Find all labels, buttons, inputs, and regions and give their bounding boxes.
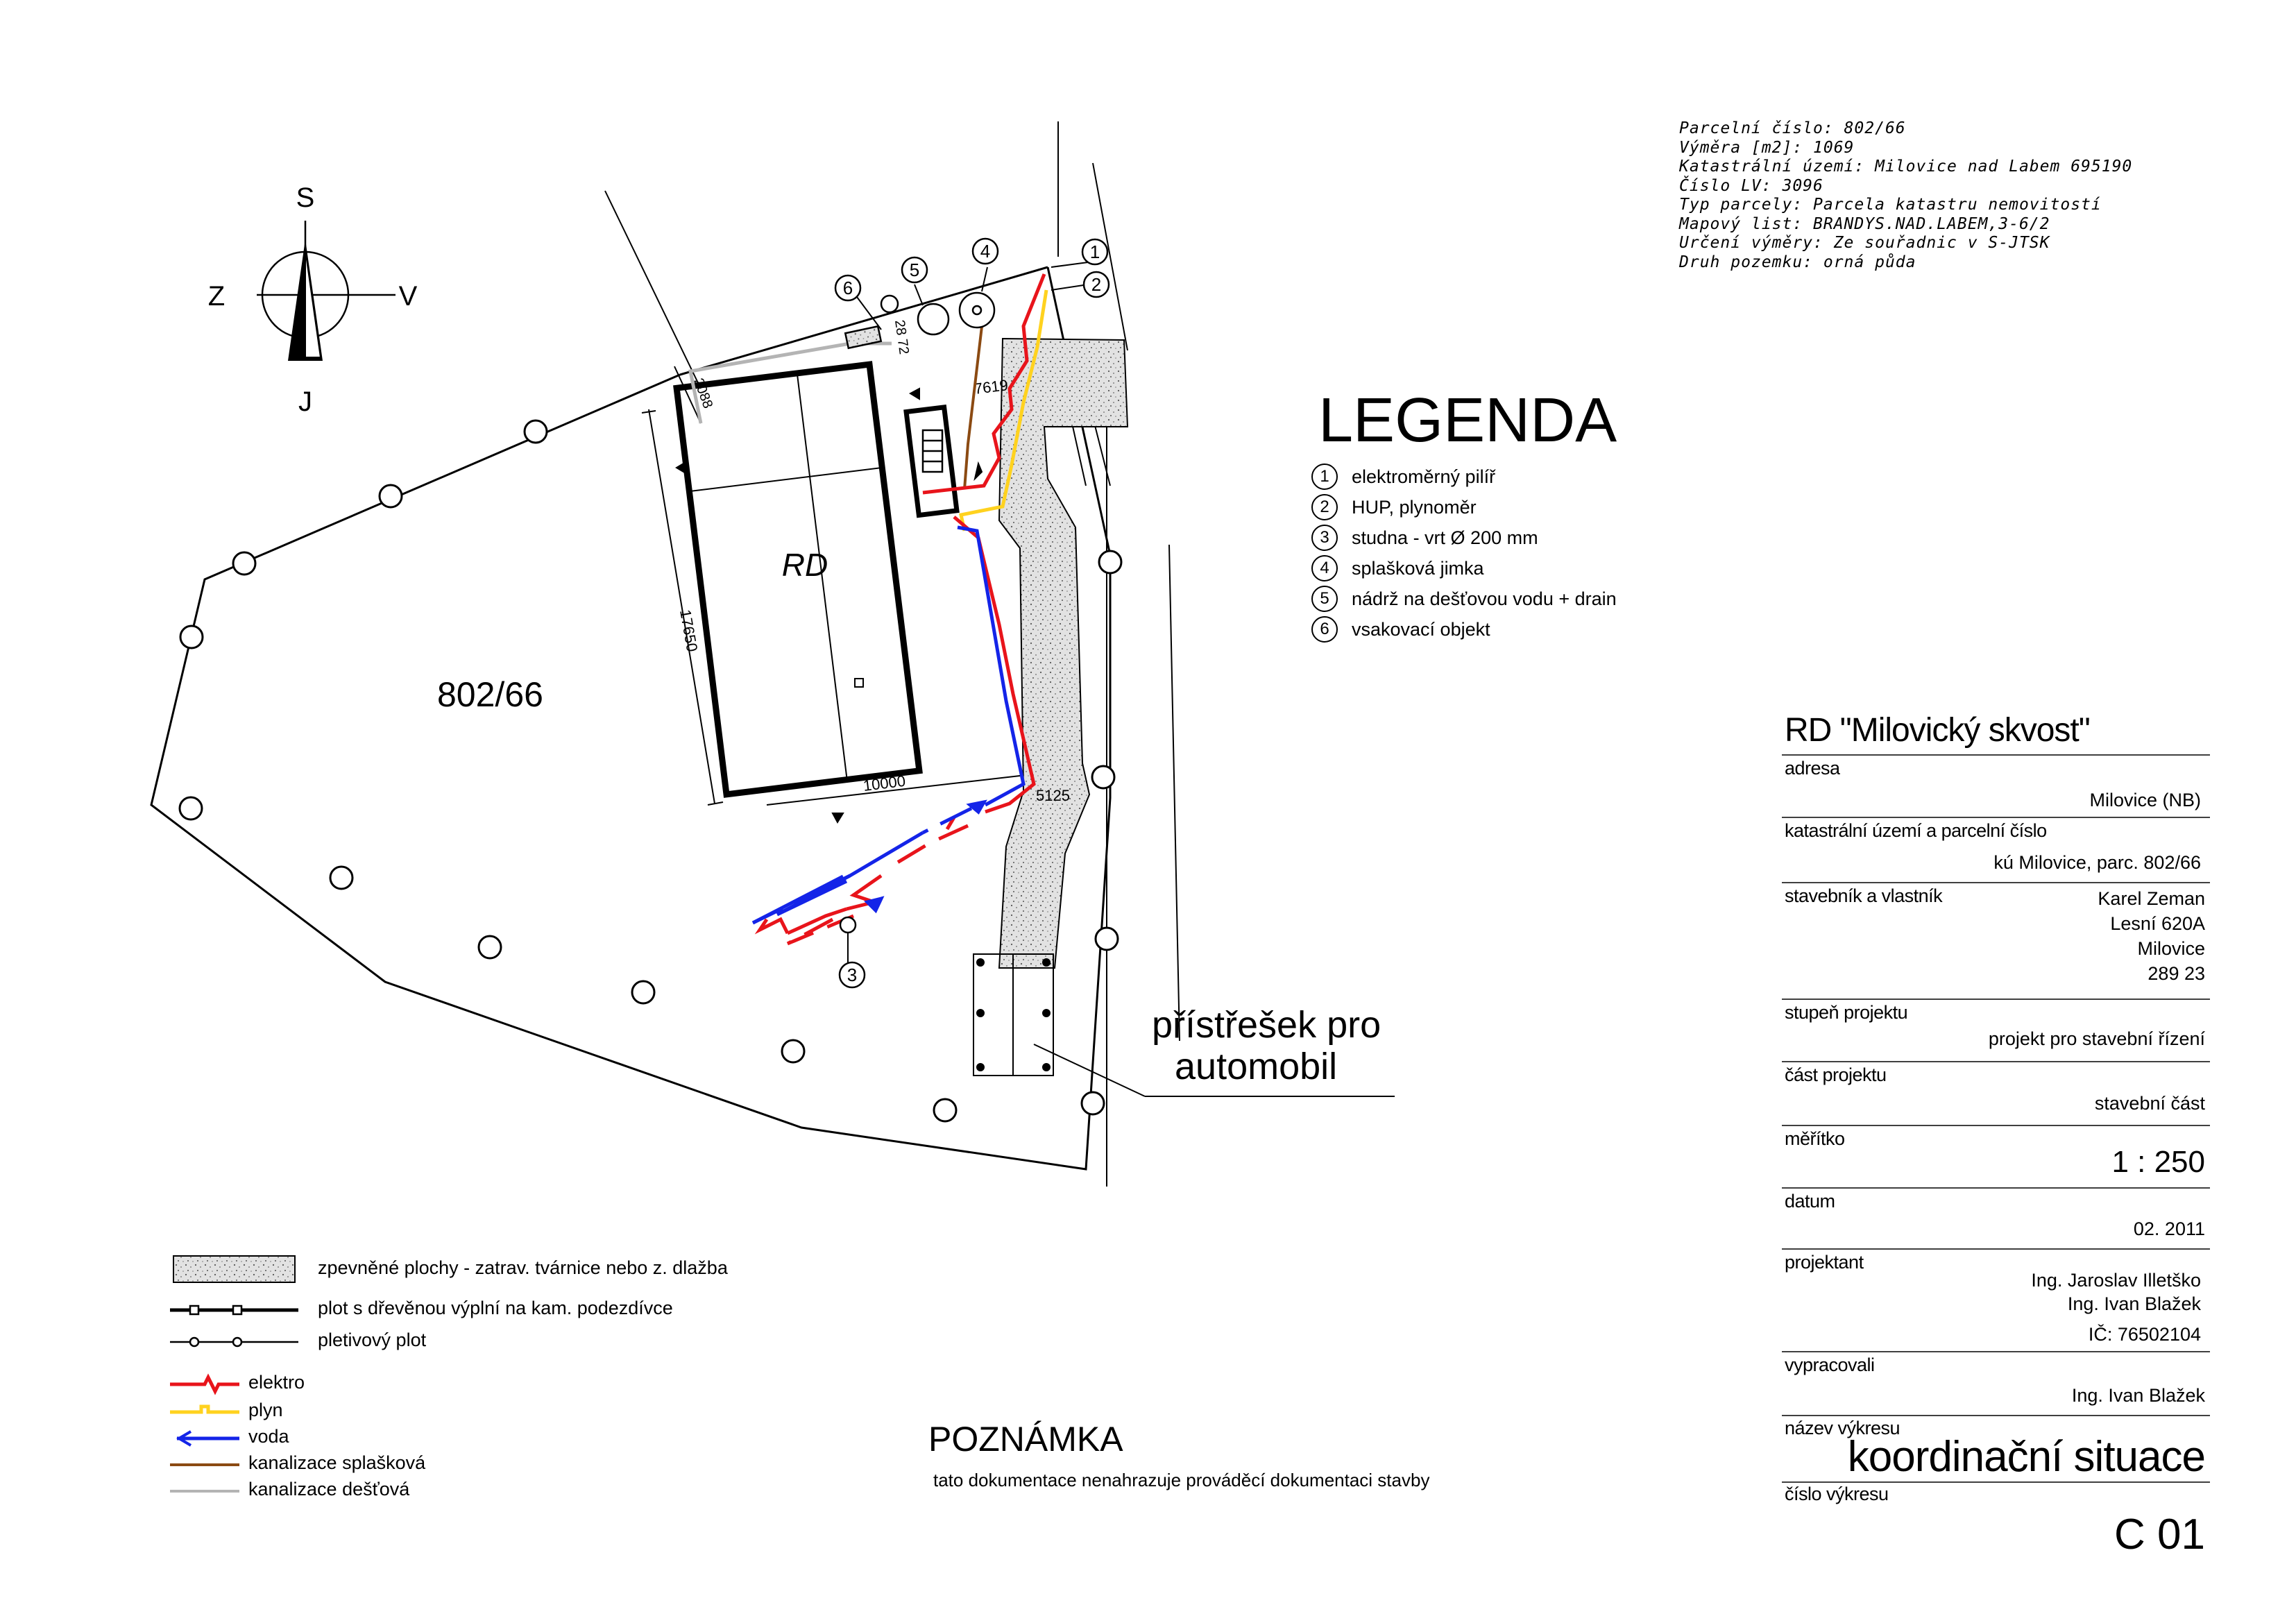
parcel-info — [1679, 119, 2132, 272]
part-value: stavební část — [2094, 1093, 2205, 1114]
key-plyn-label: plyn — [248, 1400, 283, 1420]
compass-south: J — [298, 386, 312, 417]
drawing-number-label: číslo výkresu — [1785, 1484, 1889, 1504]
marker-1 — [1082, 239, 1107, 264]
svg-text:6: 6 — [842, 278, 853, 298]
svg-text:3: 3 — [847, 965, 858, 985]
dim-width: 10000 — [862, 772, 907, 794]
dim-small-1: 2088 — [690, 376, 716, 411]
legend-item — [1311, 553, 1484, 584]
legend-item-label: elektroměrný pilíř — [1352, 466, 1496, 487]
date-label: datum — [1785, 1191, 1835, 1212]
marker-3 — [840, 962, 865, 987]
cadastre-label: katastrální území a parcelní číslo — [1785, 820, 2047, 841]
scale-value: 1 : 250 — [2111, 1145, 2205, 1179]
water-line — [753, 527, 1023, 923]
dimension-lines — [642, 366, 1020, 822]
note-title: POZNÁMKA — [928, 1420, 1123, 1459]
legend-item-number: 1 — [1311, 464, 1338, 490]
compass-west: Z — [207, 281, 226, 312]
cadastre-value: kú Milovice, parc. 802/66 — [1993, 852, 2201, 873]
owner-line: Karel Zeman — [2098, 888, 2205, 909]
address-label: adresa — [1785, 758, 1840, 779]
compass-east: V — [398, 281, 418, 312]
svg-text:4: 4 — [980, 241, 991, 262]
legend-item — [1311, 492, 1477, 522]
legend-item — [1311, 522, 1538, 553]
key-voda-label: voda — [248, 1426, 289, 1447]
stage-label: stupeň projektu — [1785, 1002, 1908, 1023]
part-label: část projektu — [1785, 1064, 1887, 1085]
marker-2 — [1084, 272, 1109, 297]
drawing-number-value: C 01 — [2114, 1511, 2205, 1558]
svg-text:1: 1 — [1089, 241, 1100, 262]
legend-item-number: 2 — [1311, 494, 1338, 520]
compass-icon — [208, 182, 418, 417]
note-text: tato dokumentace nenahrazuje prováděcí dokumentaci stavby — [933, 1470, 1430, 1490]
address-value: Milovice (NB) — [2089, 790, 2201, 810]
legend-item-label: splašková jimka — [1352, 557, 1484, 579]
dim-offset-bottom: 5125 — [1036, 787, 1070, 804]
key-fence-wood-label: plot s dřevěnou výplní na kam. podezdívce — [318, 1298, 673, 1318]
owner-line: Lesní 620A — [2110, 913, 2205, 934]
key-elektro-label: elektro — [248, 1372, 305, 1393]
designer-line: Ing. Jaroslav Illetško — [2031, 1270, 2201, 1291]
parcel-boundary — [151, 267, 1121, 1169]
legend-title: LEGENDA — [1318, 386, 1617, 455]
parcel-info-line: Typ parcely: Parcela katastru nemovitostí — [1679, 196, 2102, 214]
designer-line: Ing. Ivan Blažek — [2067, 1293, 2201, 1314]
parcel-label: 802/66 — [437, 675, 543, 714]
prepared-value: Ing. Ivan Blažek — [2071, 1385, 2205, 1406]
drawing-name-value: koordinační situace — [1847, 1433, 2205, 1481]
legend-item-number: 6 — [1311, 616, 1338, 643]
legend-item-label: HUP, plynoměr — [1352, 496, 1477, 518]
date-value: 02. 2011 — [2133, 1218, 2205, 1239]
dim-length: 17650 — [677, 608, 701, 654]
legend-item — [1311, 614, 1490, 645]
legend-item-number: 5 — [1311, 586, 1338, 612]
designer-line: IČ: 76502104 — [2088, 1324, 2201, 1345]
parcel-info-line: Parcelní číslo: 802/66 — [1679, 119, 1906, 137]
legend-item-label: studna - vrt Ø 200 mm — [1352, 527, 1538, 548]
marker-5 — [902, 257, 927, 282]
house-label: RD — [781, 547, 828, 583]
compass-north: S — [296, 182, 315, 213]
project-name: RD "Milovický skvost" — [1785, 712, 2090, 749]
dim-offset-top: 7619 — [973, 376, 1010, 398]
legend-item-number: 3 — [1311, 525, 1338, 551]
key-kan-splaskova-label: kanalizace splašková — [248, 1452, 426, 1473]
legend-item — [1311, 584, 1617, 614]
scale-label: měřítko — [1785, 1128, 1845, 1149]
key-fence-mesh-label: pletivový plot — [318, 1329, 427, 1350]
svg-text:5: 5 — [909, 260, 920, 280]
parcel-info-line: Číslo LV: 3096 — [1679, 176, 1823, 195]
parcel-info-line: Mapový list: BRANDYS.NAD.LABEM,3-6/2 — [1679, 214, 2050, 233]
legend-item-label: nádrž na dešťovou vodu + drain — [1352, 588, 1617, 609]
parcel-info-line: Výměra [m2]: 1069 — [1679, 138, 1855, 157]
house-building — [677, 364, 957, 794]
carport-label-line1: přístřešek pro — [1152, 1004, 1381, 1046]
sewer-line — [964, 309, 984, 489]
svg-text:2: 2 — [1091, 274, 1102, 295]
legend-item-number: 4 — [1311, 555, 1338, 581]
parcel-info-line: Druh pozemku: orná půda — [1679, 253, 1916, 271]
drawing-name-label: název výkresu — [1785, 1418, 1900, 1438]
owner-line: Milovice — [2137, 938, 2205, 959]
designer-label: projektant — [1785, 1252, 1864, 1273]
marker-4 — [973, 239, 998, 264]
stage-value: projekt pro stavební řízení — [1988, 1028, 2205, 1049]
legend-item — [1311, 461, 1495, 492]
key-kan-destova-label: kanalizace dešťová — [248, 1479, 410, 1499]
parcel-info-line: Katastrální území: Milovice nad Labem 695190 — [1679, 158, 2133, 176]
legend-item-label: vsakovací objekt — [1352, 618, 1490, 640]
parcel-info-line: Určení výměry: Ze souřadnic v S-JTSK — [1679, 234, 2050, 252]
key-paved-label: zpevněné plochy - zatrav. tvárnice nebo z. dlažba — [318, 1257, 728, 1278]
owner-label: stavebník a vlastník — [1785, 885, 1943, 906]
dim-small-2: 28 72 — [892, 318, 912, 356]
prepared-label: vypracovali — [1785, 1354, 1875, 1375]
owner-line: 289 23 — [2148, 963, 2205, 984]
carport-label-line2: automobil — [1175, 1046, 1338, 1087]
marker-6 — [835, 275, 860, 300]
